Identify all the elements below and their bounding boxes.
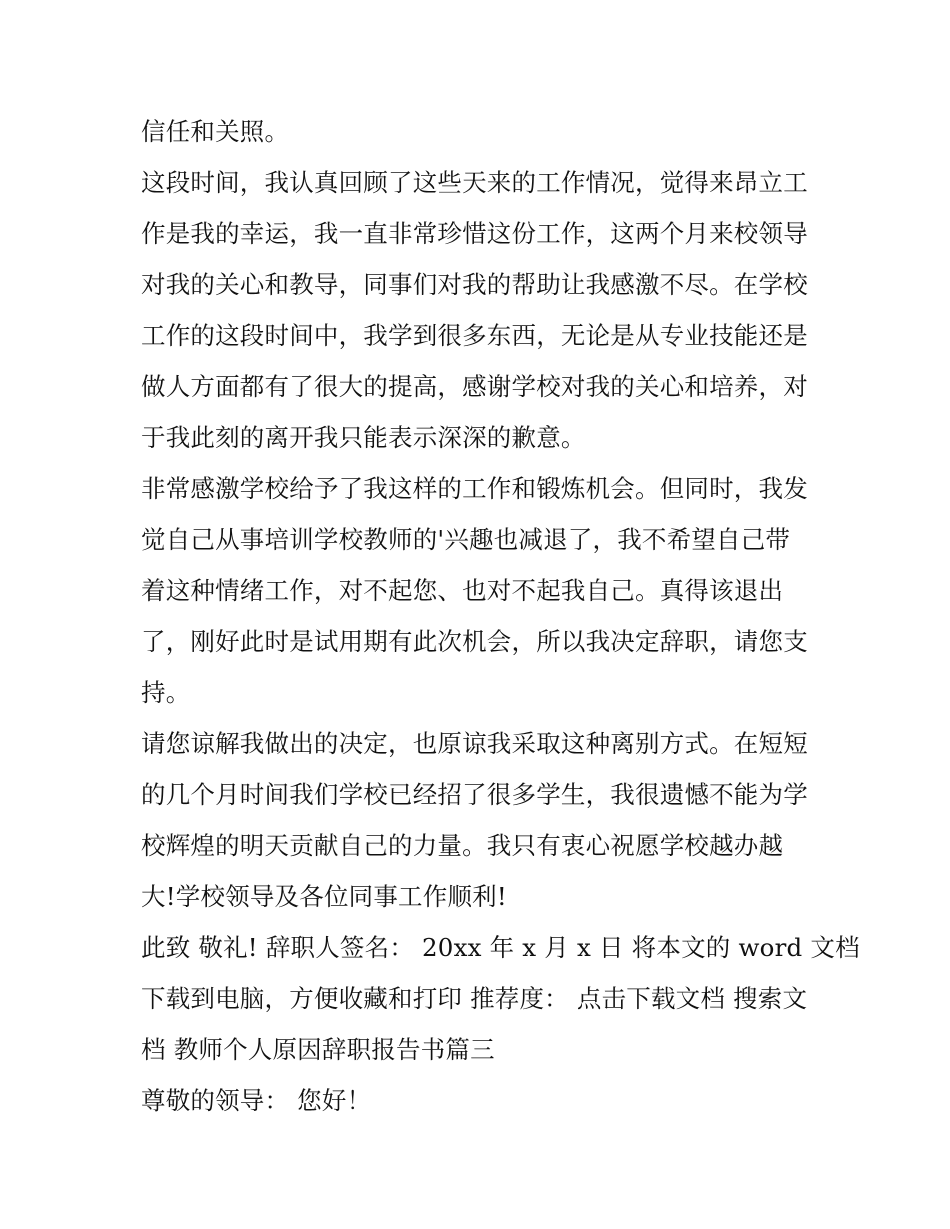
text-line: 下载到电脑，方便收藏和打印 推荐度： 点击下载文档 搜索文 [141,984,808,1013]
text-line: 了，刚好此时是试用期有此次机会，所以我决定辞职，请您支 [141,627,808,656]
text-line: 非常感激学校给予了我这样的工作和锻炼机会。但同时，我发 [141,474,808,503]
text-line: 尊敬的领导： 您好！ [141,1086,372,1115]
text-line: 着这种情绪工作，对不起您、也对不起我自己。真得该退出 [141,576,784,605]
text-line: 此致 敬礼! 辞职人签名： 20xx 年 x 月 x 日 将本文的 word 文档 [141,933,860,962]
text-line: 工作的这段时间中，我学到很多东西，无论是从专业技能还是 [141,321,808,350]
text-line: 信任和关照。 [141,117,290,146]
text-line: 觉自己从事培训学校教师的'兴趣也减退了，我不希望自己带 [141,525,791,554]
text-line: 这段时间，我认真回顾了这些天来的工作情况，觉得来昂立工 [141,168,808,197]
text-line: 档 教师个人原因辞职报告书篇三 [141,1035,495,1064]
text-line: 做人方面都有了很大的提高，感谢学校对我的关心和培养，对 [141,372,808,401]
text-line: 持。 [141,678,191,707]
text-line: 请您谅解我做出的决定，也原谅我采取这种离别方式。在短短 [141,729,808,758]
document-body [141,106,860,1126]
text-line: 作是我的幸运，我一直非常珍惜这份工作，这两个月来校领导 [141,219,808,248]
text-line: 于我此刻的离开我只能表示深深的歉意。 [141,423,586,452]
text-line: 的几个月时间我们学校已经招了很多学生，我很遗憾不能为学 [141,780,808,809]
text-line: 大!学校领导及各位同事工作顺利! [141,882,507,911]
text-line: 对我的关心和教导，同事们对我的帮助让我感激不尽。在学校 [141,270,808,299]
text-line: 校辉煌的明天贡献自己的力量。我只有衷心祝愿学校越办越 [141,831,784,860]
